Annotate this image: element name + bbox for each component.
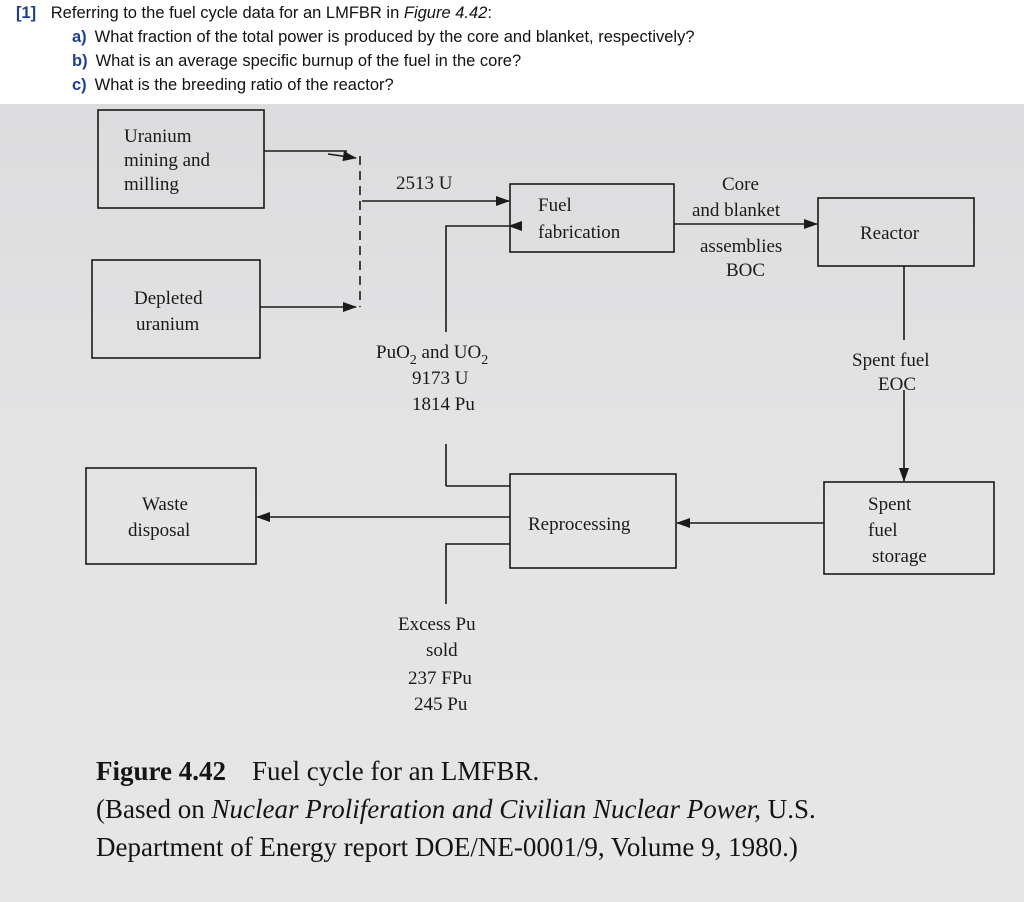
label-recycle-oxides: PuO$_2$ and $UO_2$ [376, 342, 489, 368]
label-uranium-mining: Uranium mining and milling [124, 126, 211, 195]
question-item-b [72, 52, 521, 71]
textbook-photo [0, 104, 1024, 902]
figure-caption-source-2: Department of Energy report DOE/NE-0001/9, Volume 9, 1980.) [96, 832, 798, 862]
excess-pu-pipe [446, 544, 510, 604]
figure-caption-title [96, 756, 539, 787]
figure-label: Figure 4.42 [96, 756, 226, 786]
question-item-c [72, 76, 394, 95]
recycle-pipe-upper [446, 226, 509, 332]
label-depleted-uranium: Depleted uranium [134, 288, 203, 335]
label-2513u: 2513 U [396, 173, 453, 194]
question-intro [16, 4, 492, 23]
caption-prefix: (Based on [96, 794, 212, 824]
box-waste-disposal [86, 468, 256, 564]
question-item-text: What is an average specific burnup of the fuel in the core? [95, 52, 522, 70]
connector-mining-out [264, 151, 346, 154]
label-excess-pu: Excess Pu sold 237 FPu 245 Pu [398, 614, 476, 715]
question-item-text: What fraction of the total power is produced by the core and blanket, respectively? [94, 28, 695, 46]
question-block [0, 0, 1024, 104]
figure-title: Fuel cycle for an LMFBR. [252, 756, 540, 786]
label-fuel-fabrication: Fuel fabrication [538, 195, 621, 243]
question-item-letter: b) [72, 52, 88, 70]
label-reactor: Reactor [860, 223, 920, 244]
label-waste-disposal: Waste disposal [128, 494, 191, 541]
question-item-text: What is the breeding ratio of the reactor? [94, 76, 394, 94]
label-spent-fuel-storage: Spent fuel storage [868, 494, 927, 567]
question-item-a [72, 28, 695, 47]
box-depleted-uranium [92, 260, 260, 358]
caption-suffix: U.S. [760, 794, 816, 824]
question-intro-prefix: Referring to the fuel cycle data for an LMFBR in [50, 4, 404, 22]
question-number: [1] [16, 4, 37, 22]
figure-caption-source-1 [96, 794, 816, 825]
caption-source-title: Nuclear Proliferation and Civilian Nuclear Power, [211, 794, 761, 824]
label-recycle-uranium: 9173 U [412, 368, 469, 389]
label-reprocessing: Reprocessing [528, 514, 631, 535]
question-intro-suffix: : [487, 4, 492, 22]
question-item-letter: c) [72, 76, 87, 94]
label-spent-fuel-eoc: Spent fuel EOC [852, 350, 930, 395]
question-figure-ref: Figure 4.42 [403, 4, 488, 22]
label-core-blanket: Core and blanket assemblies BOC [692, 174, 783, 281]
question-item-letter: a) [72, 28, 87, 46]
arrow-mining [328, 154, 356, 158]
label-recycle-plutonium: 1814 Pu [412, 394, 475, 415]
